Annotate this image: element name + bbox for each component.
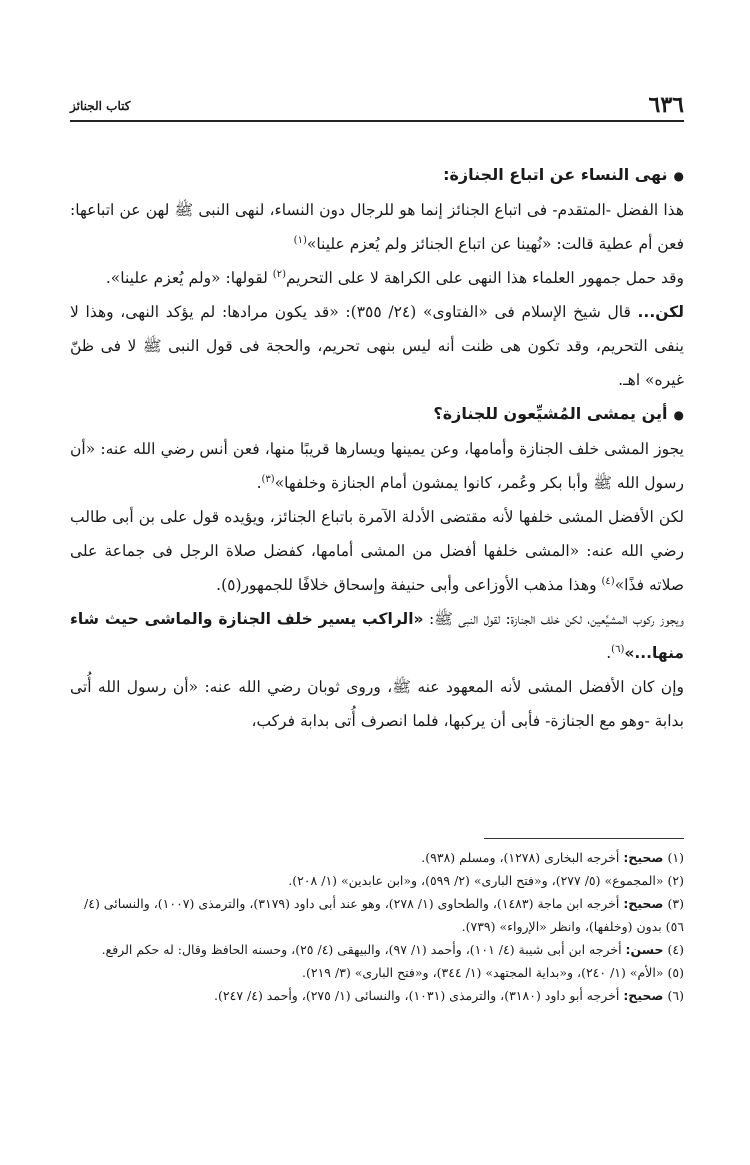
bullet-icon: ● xyxy=(673,169,684,183)
footnote-ref: (٦) xyxy=(611,643,625,655)
section-heading: ●أين يمشى المُشيِّعون للجنازة؟ xyxy=(433,404,684,423)
running-header xyxy=(70,92,684,126)
paragraph: وقد حمل جمهور العلماء هذا النهى على الكراهة لا على التحريم$^{(٢)}$ لقولها: «ولم يُعزم علينا». xyxy=(105,268,684,287)
bullet-icon: ● xyxy=(673,408,684,422)
paragraph: لكن الأفضل المشى خلفها لأنه مقتضى الأدلة الآمرة باتباع الجنائز، ويؤيده قول على بن أبى طالب رضي الله عنه: «المشى خلفها أفضل من المشى أمامها، كفضل صلاة الرجل فى جماعة على صلاته فذًا»$^{(٤)}$ وهذا مذهب الأوزاعى وأبى حنيفة وإسحاق خلافًا للجمهور(٥). xyxy=(70,508,684,594)
paragraph: وإن كان الأفضل المشى لأنه المعهود عنه ﷺ، وروى ثوبان رضي الله عنه: «أن رسول الله أُتى بدابة -وهو مع الجنازة- فأبى أن يركبها، فلما انصرف أُتى بدابة فركب، xyxy=(70,678,684,730)
footnote-ref: (٤) xyxy=(601,575,615,587)
footnote: (٢) «المجموع» (٥/ ٢٧٧)، و«فتح البارى» (٢/ ٥٩٩)، و«ابن عابدين» (١/ ٢٠٨). xyxy=(288,873,684,888)
footnote-ref: (٣) xyxy=(261,473,275,485)
footnote-separator xyxy=(484,838,684,839)
book-title: كتاب الجنائز xyxy=(70,99,131,113)
main-text xyxy=(70,158,684,738)
header-rule xyxy=(70,120,684,122)
footnote: (٥) «الأم» (١/ ٢٤٠)، و«بداية المجتهد» (١/ ٣٤٤)، و«فتح البارى» (٣/ ٢١٩). xyxy=(302,965,684,980)
paragraph: ويجوز ركوب المشيِّعين، لكن خلف الجنازة: لقول النبى ﷺ: «الراكب يسير خلف الجنازة والماشى حيث شاء منها...»$^{(٦)}$. xyxy=(70,610,684,662)
paragraph: يجوز المشى خلف الجنازة وأمامها، وعن يمينها ويسارها قريبًا منها، فعن أنس رضي الله عنه: «أن رسول الله ﷺ وأبا بكر وعُمر، كانوا يمشون أمام الجنازة وخلفها»$^{(٣)}$. xyxy=(70,440,684,492)
footnote: (٣) صحيح: أخرجه ابن ماجة (١٤٨٣)، والطحاوى (١/ ٢٧٨)، وهو عند أبى داود (٣١٧٩)، والترمذى (١٠٠٧)، والنسائى (٤/ ٥٦) بدون (وخلفها)، وانظر «الإرواء» (٧٣٩). xyxy=(84,896,684,934)
hadith-quote: «الراكب يسير خلف الجنازة والماشى حيث شاء منها...» xyxy=(70,610,684,662)
paragraph: لكن... قال شيخ الإسلام فى «الفتاوى» (٢٤/ ٣٥٥): «قد يكون مرادها: لم يؤكد النهى، وهذا لا ينفى التحريم، وقد تكون هى ظنت أنه ليس بنهى تحريم، والحجة فى قول النبى ﷺ لا فى ظنّ غيره» اهـ. xyxy=(70,303,684,389)
section-women-following-funeral xyxy=(70,158,684,397)
footnote-ref: (٢) xyxy=(272,268,286,280)
section-heading: ●نهى النساء عن اتباع الجنازة: xyxy=(443,165,684,184)
footnote: (١) صحيح: أخرجه البخارى (١٢٧٨)، ومسلم (٩٣٨). xyxy=(421,850,684,865)
footnote-ref: (١) xyxy=(293,234,307,246)
footnote: (٤) حسن: أخرجه ابن أبى شيبة (٤/ ١٠١)، وأحمد (١/ ٩٧)، والبيهقى (٤/ ٢٥)، وحسنه الحافظ وقال: له حكم الرفع. xyxy=(101,942,684,957)
paragraph: هذا الفضل -المتقدم- فى اتباع الجنائز إنما هو للرجال دون النساء، لنهى النبى ﷺ لهن عن اتباعها: فعن أم عطية قالت: «نُهينا عن اتباع الجنائز ولم يُعزم علينا»$^{(١)}$ xyxy=(70,201,684,253)
lead-word: لكن... xyxy=(637,303,684,321)
section-where-mourners-walk xyxy=(70,397,684,738)
footnotes xyxy=(70,846,684,1007)
footnote: (٦) صحيح: أخرجه أبو داود (٣١٨٠)، والترمذى (١٠٣١)، والنسائى (١/ ٢٧٥)، وأحمد (٤/ ٢٤٧). xyxy=(214,988,684,1003)
page-number: ٦٣٦ xyxy=(648,92,684,118)
